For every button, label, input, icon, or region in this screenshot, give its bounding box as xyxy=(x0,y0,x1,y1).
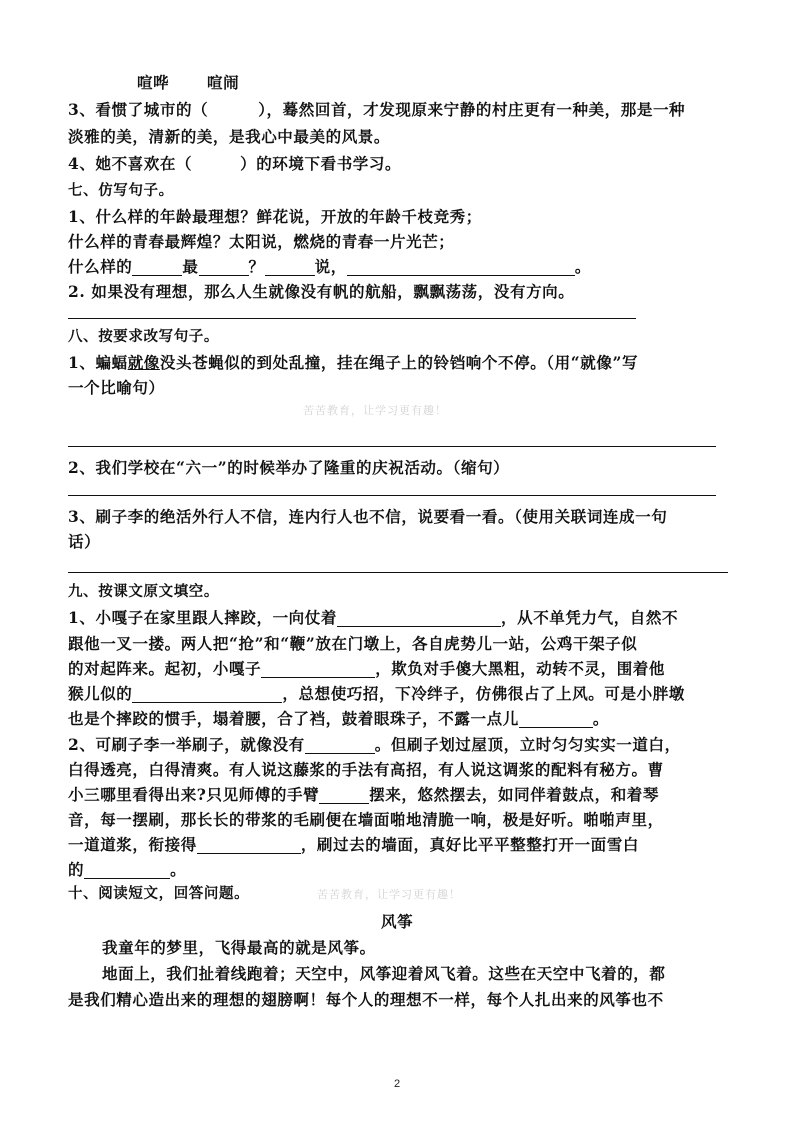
q4-text-b: ）的环境下看书学习。 xyxy=(240,154,402,173)
sec9-p1-line-5 xyxy=(68,707,609,729)
sec7-q1-text-c: ？ xyxy=(248,257,265,276)
sec9-p2-text-d: 摆来，悠然摆去，如同伴着鼓点，和着琴 xyxy=(369,785,659,804)
sec9-p2-line-2: 白得透亮，白得清爽。有人说这藤浆的手法有高招，有人说这调浆的配料有秘方。曹 xyxy=(68,760,664,779)
sec9-p2-text-e: 一道道浆，衔接得 xyxy=(68,835,197,854)
sec9-p1-text-c: 的对起阵来。起初，小嘎子 xyxy=(68,659,262,678)
sec9-p2-line-1 xyxy=(68,733,681,755)
sec9-p1-text-g: 也是个摔跤的惯手，塌着腰，合了裆，鼓着眼珠子，不露一点儿 xyxy=(68,709,519,728)
sec9-p2-line-6 xyxy=(68,858,186,880)
fill-blank[interactable] xyxy=(132,684,282,703)
sec9-p1-line-4 xyxy=(68,682,685,704)
word-option-2: 喧闹 xyxy=(207,73,240,92)
word-option-1: 喧哗 xyxy=(137,73,170,92)
answer-line[interactable] xyxy=(68,572,728,573)
fill-blank[interactable] xyxy=(199,257,249,276)
q3-text-a: 3、看惯了城市的（ xyxy=(68,100,209,119)
sec9-p1-text-e: 猴儿似的 xyxy=(68,684,133,703)
fill-blank[interactable] xyxy=(197,835,301,854)
section-10-heading: 十、阅读短文，回答问题。 xyxy=(68,885,250,902)
sec9-p2-line-3 xyxy=(68,783,659,805)
answer-line[interactable] xyxy=(68,446,716,447)
sec9-p2-text-f: ，刷过去的墙面，真好比平平整整打开一面雪白 xyxy=(300,835,639,854)
fill-blank[interactable] xyxy=(519,709,593,728)
fill-blank[interactable] xyxy=(261,659,375,678)
watermark: 苦苦教育，让学习更有趣！ xyxy=(303,404,447,417)
q4-line xyxy=(68,152,401,174)
sec7-q1-line-2: 什么样的青春最辉煌？太阳说，燃烧的青春一片光芒； xyxy=(68,232,455,251)
answer-line[interactable] xyxy=(68,495,716,496)
passage-title: 风筝 xyxy=(381,912,414,931)
sec8-q2-line: 2、我们学校在“六一”的时候举办了隆重的庆祝活动。（缩句） xyxy=(68,458,510,477)
sec9-p1-text-a: 1、小嘎子在家里跟人摔跤，一向仗着 xyxy=(68,608,337,627)
sec8-q1-line-1 xyxy=(68,351,638,373)
passage-paragraph-2-line-2: 是我们精心造出来的理想的翅膀啊！每个人的理想不一样，每个人扎出来的风筝也不 xyxy=(68,990,664,1009)
sec9-p1-line-1 xyxy=(68,606,678,628)
sec9-p2-text-c: 小三哪里看得出来?只见师傅的手臂 xyxy=(68,785,320,804)
q3-line-2: 淡雅的美，清新的美，是我心中最美的风景。 xyxy=(68,127,391,146)
passage-paragraph-1: 我童年的梦里，飞得最高的就是风筝。 xyxy=(102,938,376,957)
sec7-q1-text-e: 。 xyxy=(574,257,591,276)
passage-paragraph-2-line-1: 地面上，我们扯着线跑着；天空中，风筝迎着风飞着。这些在天空中飞着的，都 xyxy=(102,964,666,983)
sec8-q1-line-2: 一个比喻句） xyxy=(68,378,165,397)
page-number: 2 xyxy=(394,1078,401,1090)
sec9-p2-line-5 xyxy=(68,833,639,855)
fill-blank[interactable] xyxy=(132,257,182,276)
section-7-heading: 七、仿写句子。 xyxy=(68,182,174,199)
watermark: 苦苦教育，让学习更有趣！ xyxy=(317,888,461,901)
sec9-p1-line-3 xyxy=(68,657,665,679)
sec8-q1-text-a: 1、蝙蝠 xyxy=(68,353,128,372)
sec9-p2-line-4: 音，每一摆刷，那长长的带浆的毛刷便在墙面啪地清脆一响，极是好听。啪啪声里， xyxy=(68,810,664,829)
sec7-q1-line-1: 1、什么样的年龄最理想？鲜花说，开放的年龄千枝竞秀； xyxy=(68,207,482,226)
sec9-p2-text-b: 。但刷子划过屋顶，立时匀匀实实一道白， xyxy=(374,735,681,754)
sec8-q3-line-2: 话） xyxy=(68,532,101,551)
sec9-p1-line-2: 跟他一叉一搂。两人把“抢”和“鞭”放在门墩上，各自虎势儿一站，公鸡干架子似 xyxy=(68,634,638,653)
section-8-heading: 八、按要求改写句子。 xyxy=(68,328,219,345)
sec7-q1-line-3 xyxy=(68,255,591,277)
section-9-heading: 九、按课文原文填空。 xyxy=(68,583,219,600)
sec7-q1-text-a: 什么样的 xyxy=(68,257,133,276)
sec9-p1-text-f: ，总想使巧招，下冷绊子，仿佛很占了上风。可是小胖墩 xyxy=(282,684,685,703)
q4-text-a: 4、她不喜欢在（ xyxy=(68,154,193,173)
sec7-q2-line: 2. 如果没有理想，那么人生就像没有帆的航船，飘飘荡荡，没有方向。 xyxy=(68,282,575,301)
sec8-q3-line-1: 3、刷子李的绝活外行人不信，连内行人也不信，说要看一看。（使用关联词连成一句 xyxy=(68,507,668,526)
q3-line-1 xyxy=(68,98,685,120)
q3-text-b: ），蓦然回首，才发现原来宁静的村庄更有一种美，那是一种 xyxy=(258,100,686,119)
answer-line[interactable] xyxy=(68,318,636,319)
sec8-q1-text-b: 没头苍蝇似的到处乱撞，挂在绳子上的铃铛响个不停。（用“就像”写 xyxy=(159,353,639,372)
sec7-q1-text-d: 说， xyxy=(314,257,347,276)
fill-blank[interactable] xyxy=(347,257,575,276)
sec9-p2-text-a: 2、可刷子李一举刷子，就像没有 xyxy=(68,735,305,754)
fill-blank[interactable] xyxy=(84,860,170,879)
sec9-p1-text-h: 。 xyxy=(592,709,609,728)
sec7-q1-text-b: 最 xyxy=(182,257,199,276)
fill-blank[interactable] xyxy=(337,608,501,627)
sec9-p1-text-b: ，从不单凭力气，自然不 xyxy=(501,608,679,627)
fill-blank[interactable] xyxy=(265,257,315,276)
fill-blank[interactable] xyxy=(305,735,375,754)
sec9-p2-text-g: 的 xyxy=(68,860,85,879)
sec8-q1-underlined: 就像 xyxy=(127,353,160,372)
sec9-p2-text-h: 。 xyxy=(170,860,187,879)
sec9-p1-text-d: ，欺负对手傻大黑粗，动转不灵，围着他 xyxy=(375,659,666,678)
fill-blank[interactable] xyxy=(319,785,369,804)
